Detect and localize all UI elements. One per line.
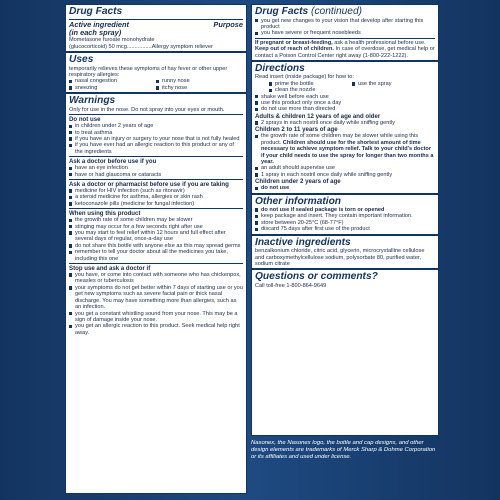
list-item: do not use more than directed bbox=[255, 106, 435, 112]
active-ingredient-section bbox=[66, 5, 246, 51]
children-growth-text: the growth rate of some children may be slower while using this product. bbox=[261, 133, 419, 146]
uses-title: Uses bbox=[69, 54, 94, 66]
warnings-intro: Only for use in the nose. Do not spray into your eyes or mouth. bbox=[69, 106, 225, 113]
adults-title: Adults & children 12 years of age and older bbox=[255, 112, 381, 120]
directions-title: Directions bbox=[255, 62, 305, 74]
uses-list bbox=[69, 78, 243, 91]
drug-facts-title: Drug Facts bbox=[69, 6, 123, 17]
continued-list bbox=[255, 18, 435, 37]
ask-doctor-title: Ask a doctor before use if you bbox=[69, 158, 157, 166]
list-item: you get an allergic reaction to this product. Seek medical help right away. bbox=[69, 323, 243, 336]
divider bbox=[69, 179, 243, 180]
divider bbox=[69, 114, 243, 115]
drug-facts-left-panel bbox=[65, 4, 247, 494]
adults-list bbox=[255, 120, 435, 126]
do-not-use-list bbox=[69, 123, 243, 155]
other-info-list bbox=[255, 207, 435, 233]
children-growth-bold: Children should use for the shortest amount of time necessary to achieve symptom relief. Talk to your child's doctor if your child needs to use the spray for longer than two months a year. bbox=[261, 139, 434, 165]
list-item: you get new changes to your vision that develop after starting this product bbox=[255, 18, 435, 31]
list-item: the growth rate of some children may be slower bbox=[69, 217, 243, 223]
list-item: 1 spray in each nostril once daily while sniffing gently bbox=[255, 172, 435, 178]
list-item: you have, or come into contact with someone who has chickenpox, measles or tuberculosis bbox=[69, 272, 243, 285]
ask-pharmacist-title: Ask a doctor or pharmacist before use if you are taking bbox=[69, 181, 229, 188]
other-info-section bbox=[252, 193, 438, 234]
list-item: your symptoms do not get better within 7 days of starting use or you get new symptoms such as severe facial pain or thick nasal discharge. You may have something more than allergies, such as an infection. bbox=[69, 285, 243, 311]
questions-title: Questions or comments? bbox=[255, 271, 378, 283]
under-2-list bbox=[255, 185, 435, 191]
active-ingredient-amount: (glucocorticoid) 50 mcg................Allergy symptom reliever bbox=[69, 43, 213, 50]
list-item: shake well before each use bbox=[255, 94, 435, 100]
pregnancy-bold: If pregnant or breast-feeding, bbox=[255, 39, 333, 46]
list-item: use the spray bbox=[352, 81, 435, 87]
inactive-ingredients-section bbox=[252, 234, 438, 269]
list-item: remember to tell your doctor about all the medicines you take, including this one bbox=[69, 249, 243, 262]
pregnancy-text: ask a health professional before use. bbox=[332, 39, 426, 46]
warnings-title: Warnings bbox=[69, 95, 116, 107]
under-2-title: Children under 2 years of age bbox=[255, 178, 341, 186]
drug-facts-right-panel bbox=[251, 4, 439, 436]
list-item: store between 20-25°C (68-77°F) bbox=[255, 220, 435, 226]
inactive-ingredients-text: benzalkonium chloride, citric acid, glycerin, microcrystalline cellulose and carboxymethylcellulose sodium, polysorbate 80, purified water, sodium citrate bbox=[255, 248, 425, 267]
list-item: itchy nose bbox=[156, 85, 243, 91]
list-item: stinging may occur for a few seconds right after use bbox=[69, 224, 243, 230]
list-item: keep package and insert. They contain important information. bbox=[255, 213, 435, 219]
list-item: prime the bottle bbox=[269, 81, 352, 87]
list-item: clean the nozzle bbox=[269, 87, 352, 93]
list-item: if you have ever had an allergic reaction to this product or any of the ingredients bbox=[69, 142, 243, 155]
list-item bbox=[255, 133, 435, 165]
keep-text: In case of overdose, get medical help or contact a Poison Control Center right away (1-800-222-1222). bbox=[255, 46, 435, 59]
list-item: use this product only once a day bbox=[255, 100, 435, 106]
warnings-section bbox=[66, 92, 246, 337]
list-item: discard 75 days after first use of the product bbox=[255, 226, 435, 232]
continued-section bbox=[252, 5, 438, 60]
keep-bold: Keep out of reach of children. bbox=[255, 46, 334, 53]
active-ingredient-line: Mometasone furoate monohydrate bbox=[69, 37, 155, 44]
list-item: have an eye infection bbox=[69, 165, 243, 171]
questions-section bbox=[252, 268, 438, 290]
stop-use-title: Stop use and ask a doctor if bbox=[69, 265, 151, 273]
list-item: an adult should supervise use bbox=[255, 165, 435, 171]
inactive-ingredients-title: Inactive ingredients bbox=[255, 236, 351, 248]
list-item: 2 sprays in each nostril once daily while sniffing gently bbox=[255, 120, 435, 126]
ask-doctor-list bbox=[69, 165, 243, 178]
directions-section bbox=[252, 60, 438, 193]
list-item: do not use bbox=[255, 185, 435, 191]
list-item: if you have an injury or surgery to your nose that is not fully healed bbox=[69, 136, 243, 142]
list-item: medicine for HIV infection (such as ritonavir) bbox=[69, 188, 243, 194]
list-item: nasal congestion bbox=[69, 78, 156, 84]
purpose-heading: Purpose bbox=[213, 19, 243, 29]
list-item: to treat asthma bbox=[69, 130, 243, 136]
keep-out-of-reach bbox=[255, 46, 435, 59]
list-item: ketoconazole pills (medicine for fungal infection) bbox=[69, 201, 243, 207]
divider bbox=[255, 38, 435, 39]
drug-facts-title: Drug Facts bbox=[255, 6, 309, 17]
when-using-list bbox=[69, 217, 243, 262]
children-list bbox=[255, 133, 435, 178]
list-item: in children under 2 years of age bbox=[69, 123, 243, 129]
divider bbox=[69, 263, 243, 264]
divider bbox=[69, 208, 243, 209]
continued-label: (continued) bbox=[308, 6, 363, 17]
list-item: you have severe or frequent nosebleeds bbox=[255, 30, 435, 36]
do-not-use-title: Do not use bbox=[69, 116, 101, 124]
ask-pharmacist-list bbox=[69, 188, 243, 207]
list-item: do not use if sealed package is torn or opened bbox=[255, 207, 435, 213]
list-item: you get a constant whistling sound from your nose. This may be a sign of damage inside your nose. bbox=[69, 311, 243, 324]
active-ingredient-subheading: (in each spray) bbox=[69, 27, 122, 37]
children-title: Children 2 to 11 years of age bbox=[255, 126, 338, 134]
trademark-footnote: Nasonex, the Nasonex logo, the bottle and cap designs, and other design elements are trademarks of Merck Sharp & Dohme Corporation or its affiliates and used under license. bbox=[251, 440, 436, 460]
directions-intro: Read insert (inside package) for how to: bbox=[255, 74, 354, 81]
divider bbox=[69, 156, 243, 157]
when-using-title: When using this product bbox=[69, 210, 141, 218]
uses-text: temporarily relieves these symptoms of hay fever or other upper respiratory allergies: bbox=[69, 65, 228, 79]
drug-facts-continued-title bbox=[255, 6, 435, 18]
stop-use-list bbox=[69, 272, 243, 336]
list-item: sneezing bbox=[69, 85, 156, 91]
other-info-title: Other information bbox=[255, 195, 342, 207]
uses-section bbox=[66, 51, 246, 92]
questions-text: Call toll-free 1-800-864-9649 bbox=[255, 282, 327, 289]
list-item: do not share this bottle with anyone else as this may spread germs bbox=[69, 243, 243, 249]
directions-list bbox=[255, 94, 435, 113]
active-ingredient-heading: Active ingredient bbox=[69, 19, 129, 29]
list-item: you may start to feel relief within 12 hours and full effect after several days of regular, once-a-day use bbox=[69, 230, 243, 243]
directions-how-list bbox=[255, 81, 435, 94]
list-item: a steroid medicine for asthma, allergies or skin rash bbox=[69, 194, 243, 200]
list-item: have or had glaucoma or cataracts bbox=[69, 172, 243, 178]
list-item: runny nose bbox=[156, 78, 243, 84]
